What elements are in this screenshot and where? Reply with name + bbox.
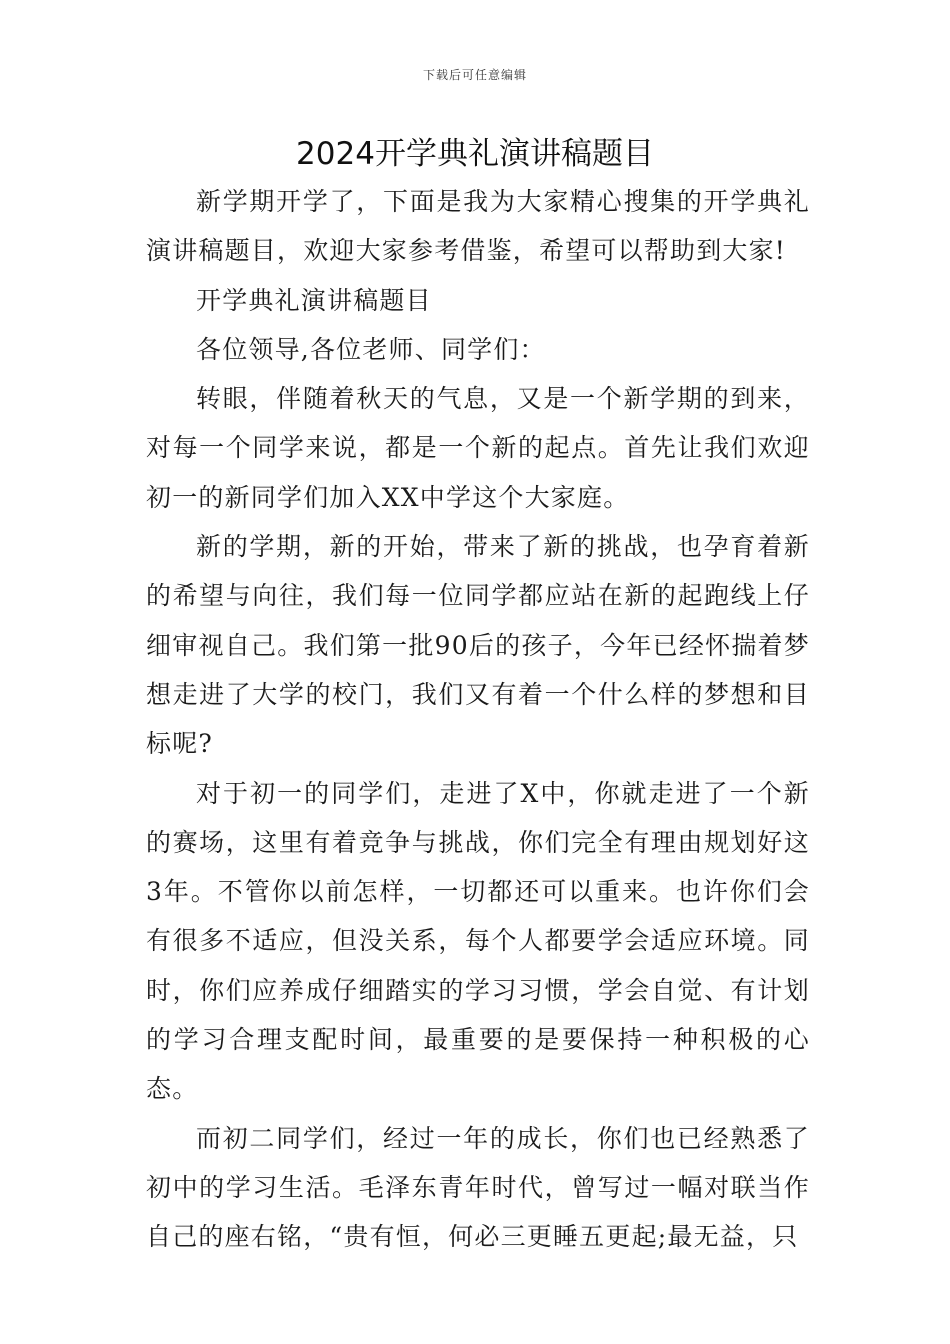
- paragraph-body: 转眼，伴随着秋天的气息，又是一个新学期的到来，对每一个同学来说，都是一个新的起点。首先让我们欢迎初一的新同学们加入XX中学这个大家庭。: [146, 384, 810, 512]
- paragraph-salutation: 各位领导,各位老师、同学们：: [196, 334, 546, 364]
- document-body: [146, 177, 810, 1262]
- paragraph-body: 而初二同学们，经过一年的成长，你们也已经熟悉了初中的学习生活。毛泽东青年时代，曾写过一幅对联当作自己的座右铭，“贵有恒，何必三更睡五更起;最无益，只: [146, 1123, 810, 1252]
- paragraph-body: 对于初一的同学们，走进了X中，你就走进了一个新的赛场，这里有着竞争与挑战，你们完全有理由规划好这3年。不管你以前怎样，一切都还可以重来。也许你们会有很多不适应，但没关系，每个人都要学会适应环境。同时，你们应养成仔细踏实的学习习惯，学会自觉、有计划的学习合理支配时间，最重要的是要保持一种积极的心态。: [146, 778, 810, 1104]
- paragraph-body: 新的学期，新的开始，带来了新的挑战，也孕育着新的希望与向往，我们每一位同学都应站在新的起跑线上仔细审视自己。我们第一批90后的孩子，今年已经怀揣着梦想走进了大学的校门，我们又有着一个什么样的梦想和目标呢?: [146, 532, 810, 759]
- document-title: 2024开学典礼演讲稿题目: [296, 136, 654, 172]
- header-note: 下载后可任意编辑: [422, 68, 527, 82]
- paragraph-subtitle: 开学典礼演讲稿题目: [196, 285, 432, 315]
- paragraph-intro: 新学期开学了，下面是我为大家精心搜集的开学典礼演讲稿题目，欢迎大家参考借鉴，希望可以帮助到大家!: [146, 187, 810, 266]
